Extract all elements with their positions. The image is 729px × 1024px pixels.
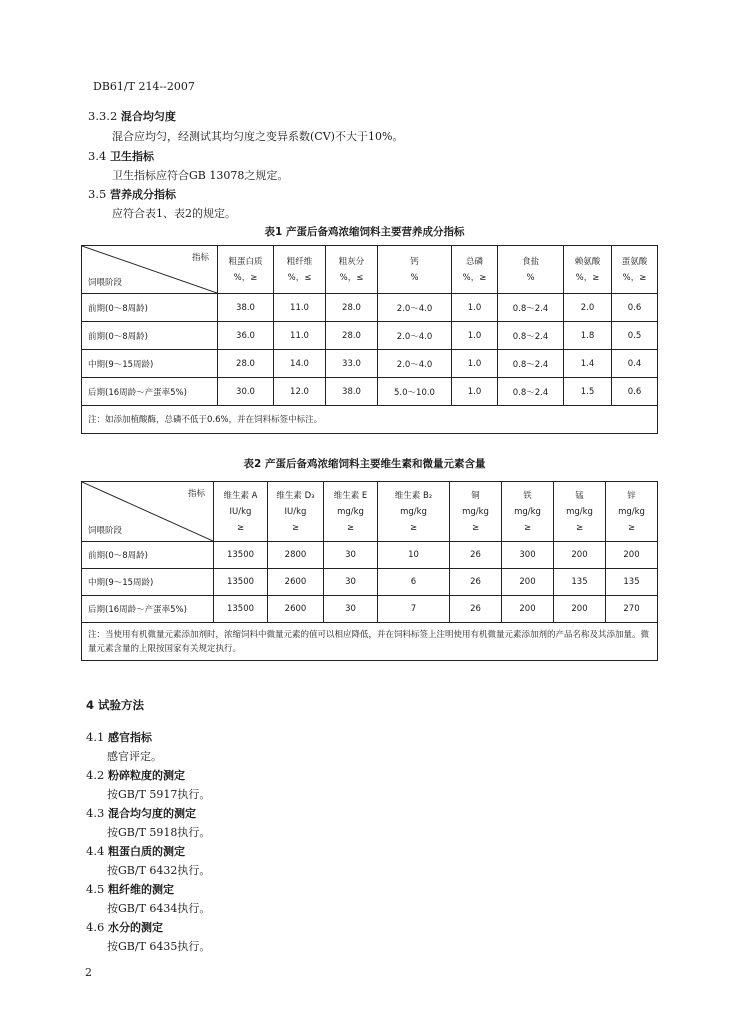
value-cell: 26 [450,569,502,596]
section-title: 粗蛋白质的测定 [107,845,185,858]
table-row [82,596,658,623]
section-number: 3.5 [88,187,107,201]
value-cell: 135 [554,569,606,596]
section-3-3-2-heading [88,108,176,124]
stage-cell: 前期(0～8周龄) [82,542,214,569]
section-title: 粗纤维的测定 [107,883,174,896]
section-number: 4.5 [86,882,105,896]
section-3-5-text: 应符合表1、表2的规定。 [112,207,236,220]
value-cell: 0.4 [612,350,658,378]
corner-indicator-label: 指标 [187,489,205,499]
section-title: 营养成分指标 [109,188,176,201]
table1-corner-cell [82,246,218,294]
value-cell: 28.0 [326,322,378,350]
value-cell: 200 [606,542,658,569]
value-cell: 1.4 [564,350,612,378]
stage-cell: 前期(0～8周龄) [82,294,218,322]
section-4-6-text: 按GB/T 6435执行。 [107,940,211,953]
table1-header-cell: 粗蛋白质 %，≥ [218,246,274,294]
value-cell: 1.0 [452,294,498,322]
value-cell: 13500 [214,542,268,569]
table2-note-row [82,623,658,661]
section-number: 4.1 [86,730,105,744]
table-row [82,350,658,378]
section-4-3-text: 按GB/T 5918执行。 [107,826,211,839]
section-4-1-heading [86,729,152,745]
table1 [81,245,658,434]
section-number: 4.3 [86,806,105,820]
section-title: 水分的测定 [107,921,163,934]
corner-stage-label: 饲喂阶段 [88,278,123,288]
table-row [82,294,658,322]
table-row [82,542,658,569]
table-row [82,322,658,350]
section-number: 4.2 [86,768,105,782]
table2-caption: 表2 产蛋后备鸡浓缩饲料主要维生素和微量元素含量 [243,458,486,470]
table-row [82,569,658,596]
table2-header-cell: 维生素 B₂ mg/kg ≥ [378,482,450,542]
value-cell: 0.8～2.4 [498,378,564,406]
table1-header-cell: 蛋氨酸 %，≥ [612,246,658,294]
section-4-2-text: 按GB/T 5917执行。 [107,788,211,801]
value-cell: 30 [324,596,378,623]
value-cell: 38.0 [326,378,378,406]
value-cell: 0.6 [612,378,658,406]
section-number: 4.6 [86,920,105,934]
section-title: 混合均匀度 [120,110,176,123]
value-cell: 1.5 [564,378,612,406]
section-4-3-heading [86,805,196,821]
section-4-1-text: 感官评定。 [107,750,162,763]
section-title: 粉碎粒度的测定 [107,769,185,782]
value-cell: 135 [606,569,658,596]
section-4-2-heading [86,767,185,783]
value-cell: 2.0 [564,294,612,322]
document-id: DB61/T 214--2007 [93,80,195,93]
section-number: 3.4 [88,149,107,163]
page-number: 2 [85,966,92,979]
value-cell: 13500 [214,569,268,596]
table2-header-cell: 维生素 D₃ IU/kg ≥ [268,482,324,542]
value-cell: 1.8 [564,322,612,350]
value-cell: 0.6 [612,294,658,322]
table2-header-cell: 锌 mg/kg ≥ [606,482,658,542]
section-4-6-heading [86,919,163,935]
value-cell: 200 [554,596,606,623]
value-cell: 33.0 [326,350,378,378]
stage-cell: 后期(16周龄～产蛋率5%) [82,596,214,623]
table-row [82,378,658,406]
section-title: 感官指标 [107,731,152,744]
section-4-4-heading [86,843,185,859]
table2 [81,481,658,661]
value-cell: 11.0 [274,322,326,350]
value-cell: 6 [378,569,450,596]
section-3-3-2-text: 混合应均匀，经测试其均匀度之变异系数(CV)不大于10%。 [112,130,404,143]
value-cell: 12.0 [274,378,326,406]
value-cell: 2.0～4.0 [378,294,452,322]
section-number: 3.3.2 [88,109,118,123]
value-cell: 28.0 [326,294,378,322]
table1-header-cell: 粗纤维 %，≤ [274,246,326,294]
section-4-heading: 4 试验方法 [86,698,145,712]
table1-header-cell: 钙 % [378,246,452,294]
value-cell: 36.0 [218,322,274,350]
value-cell: 30.0 [218,378,274,406]
value-cell: 1.0 [452,350,498,378]
value-cell: 2.0～4.0 [378,322,452,350]
value-cell: 30 [324,542,378,569]
value-cell: 0.8～2.4 [498,294,564,322]
value-cell: 0.8～2.4 [498,350,564,378]
value-cell: 38.0 [218,294,274,322]
value-cell: 10 [378,542,450,569]
value-cell: 30 [324,569,378,596]
value-cell: 1.0 [452,378,498,406]
value-cell: 2600 [268,569,324,596]
stage-cell: 前期(0～8周龄) [82,322,218,350]
table2-header-cell: 维生素 A IU/kg ≥ [214,482,268,542]
section-title: 混合均匀度的测定 [107,807,196,820]
stage-cell: 中期(9～15周龄) [82,569,214,596]
value-cell: 2600 [268,596,324,623]
section-3-4-heading [88,148,154,164]
value-cell: 0.8～2.4 [498,322,564,350]
section-4-5-heading [86,881,174,897]
section-title: 卫生指标 [109,150,154,163]
section-3-5-heading [88,186,176,202]
table1-header-row [82,246,658,294]
value-cell: 200 [502,569,554,596]
table2-note: 注：当使用有机微量元素添加剂时，浓缩饲料中微量元素的值可以相应降低，并在饲料标签上注明使用有机微量元素添加剂的产品名称及其添加量。微量元素含量的上限按国家有关规定执行。 [82,623,658,661]
section-4-5-text: 按GB/T 6434执行。 [107,902,211,915]
value-cell: 0.5 [612,322,658,350]
table1-header-cell: 赖氨酸 %，≥ [564,246,612,294]
table2-header-cell: 维生素 E mg/kg ≥ [324,482,378,542]
value-cell: 28.0 [218,350,274,378]
value-cell: 11.0 [274,294,326,322]
table2-header-cell: 铜 mg/kg ≥ [450,482,502,542]
corner-indicator-label: 指标 [191,253,209,263]
value-cell: 26 [450,542,502,569]
table1-header-cell: 总磷 %，≥ [452,246,498,294]
value-cell: 26 [450,596,502,623]
table1-header-cell: 粗灰分 %，≤ [326,246,378,294]
stage-cell: 中期(9～15周龄) [82,350,218,378]
value-cell: 200 [554,542,606,569]
stage-cell: 后期(16周龄～产蛋率5%) [82,378,218,406]
table1-caption: 表1 产蛋后备鸡浓缩饲料主要营养成分指标 [264,226,465,238]
section-number: 4.4 [86,844,105,858]
value-cell: 2800 [268,542,324,569]
value-cell: 270 [606,596,658,623]
corner-stage-label: 饲喂阶段 [88,526,123,536]
table2-header-row [82,482,658,542]
value-cell: 2.0～4.0 [378,350,452,378]
table2-header-cell: 铁 mg/kg ≥ [502,482,554,542]
table1-note-row [82,406,658,434]
table1-note: 注：如添加植酸酶，总磷不低于0.6%，并在饲料标签中标注。 [82,406,658,434]
value-cell: 14.0 [274,350,326,378]
section-4-4-text: 按GB/T 6432执行。 [107,864,211,877]
table2-header-cell: 锰 mg/kg ≥ [554,482,606,542]
value-cell: 5.0～10.0 [378,378,452,406]
value-cell: 13500 [214,596,268,623]
section-3-4-text: 卫生指标应符合GB 13078之规定。 [112,169,289,182]
value-cell: 7 [378,596,450,623]
value-cell: 1.0 [452,322,498,350]
value-cell: 300 [502,542,554,569]
value-cell: 200 [502,596,554,623]
table2-corner-cell [82,482,214,542]
table1-header-cell: 食盐 % [498,246,564,294]
